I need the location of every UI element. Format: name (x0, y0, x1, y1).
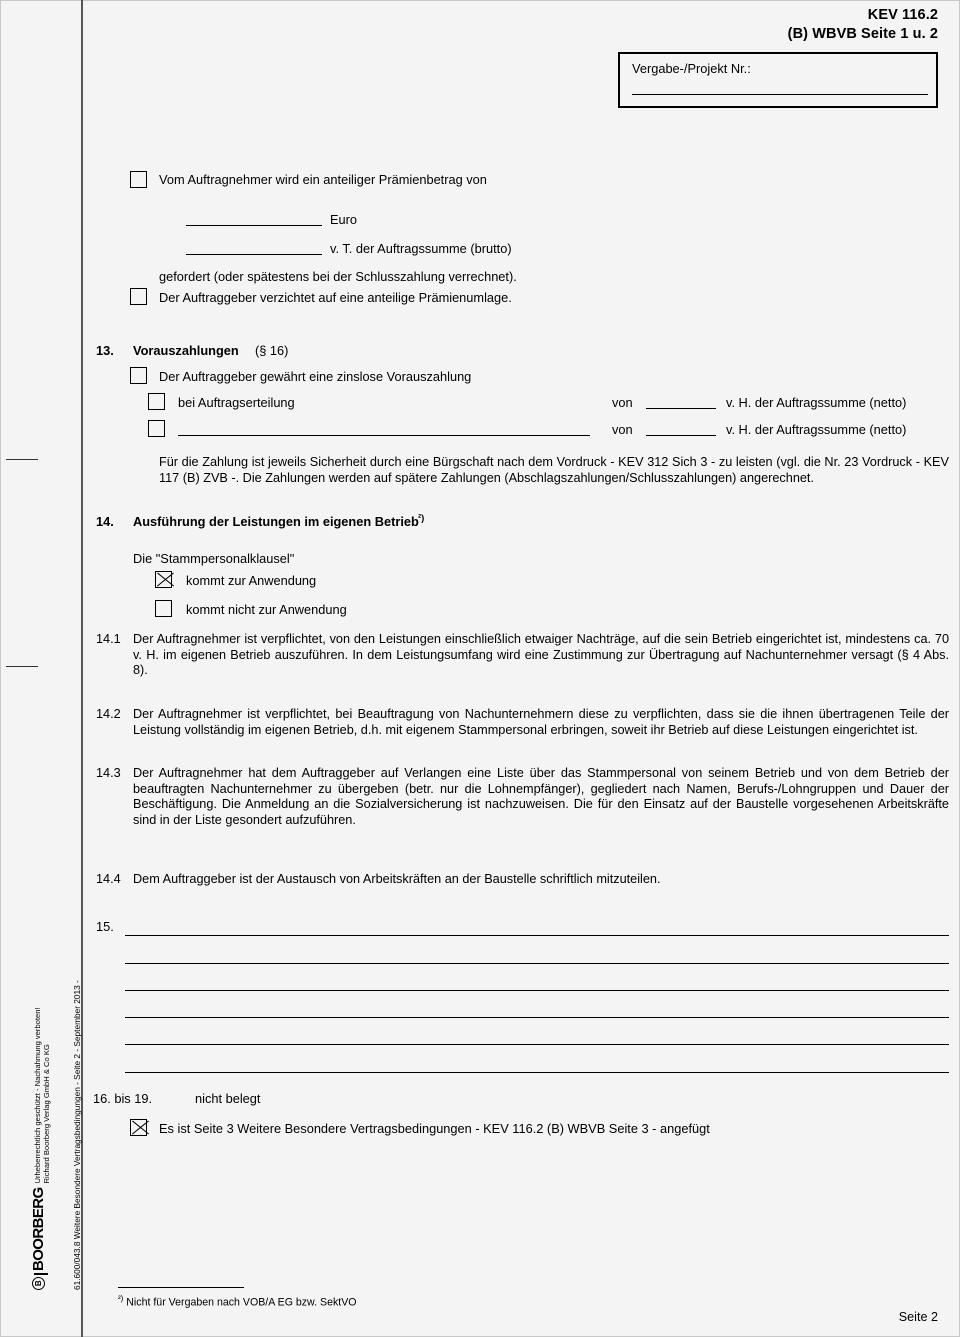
on-award-percent-input-line[interactable] (646, 408, 716, 409)
section-15-number: 15. (96, 919, 114, 934)
boorberg-copyright-lines (34, 1007, 51, 1183)
page-number: Seite 2 (898, 1310, 938, 1324)
on-award-label: bei Auftragserteilung (178, 395, 295, 410)
paragraph-number-14-2: 14.2 (96, 707, 121, 721)
footnote-separator-rule (118, 1287, 244, 1288)
section-13-number: 13. (96, 343, 114, 358)
section-13-title: Vorauszahlungen (133, 343, 239, 358)
section-15-blank-line-4[interactable] (125, 1017, 949, 1018)
on-award-von-label: von (612, 395, 633, 410)
paragraph-number-14-4: 14.4 (96, 872, 121, 886)
premium-waiver-label: Der Auftraggeber verzichtet auf eine anteilige Prämienumlage. (159, 290, 512, 305)
section-14-title-footnote-marker: ²) (418, 513, 425, 524)
page-3-attached-label: Es ist Seite 3 Weitere Besondere Vertragsbedingungen - KEV 116.2 (B) WBVB Seite 3 - angefügt (159, 1121, 710, 1136)
footnote-text: Nicht für Vergaben nach VOB/A EG bzw. SektVO (126, 1296, 357, 1309)
section-14-number: 14. (96, 514, 114, 529)
boorberg-seal-icon: B (32, 1277, 45, 1290)
checkbox-premium-waiver[interactable] (130, 288, 147, 305)
checkbox-other-milestone[interactable] (148, 420, 165, 437)
other-milestone-suffix-label: v. H. der Auftragssumme (netto) (726, 422, 907, 437)
document-code-line2: (B) WBVB Seite 1 u. 2 (787, 26, 938, 42)
checkbox-clause-applies[interactable] (155, 571, 172, 588)
document-code-line1: KEV 116.2 (867, 7, 938, 23)
boorberg-logo-icon (30, 1187, 47, 1290)
checkbox-page-3-attached[interactable] (130, 1119, 147, 1136)
section-16-19-status-label: nicht belegt (195, 1091, 261, 1106)
checkbox-advance-payment[interactable] (130, 367, 147, 384)
section-15-blank-line-6[interactable] (125, 1072, 949, 1073)
clause-not-applies-label: kommt nicht zur Anwendung (186, 602, 347, 617)
section-16-19-range-label: 16. bis 19. (93, 1091, 153, 1106)
euro-amount-input-line[interactable] (186, 225, 322, 226)
stammpersonal-clause-intro: Die "Stammpersonalklausel" (133, 551, 295, 566)
paragraph-text-14-2: Der Auftragnehmer ist verpflichtet, bei Beauftragung von Nachunternehmern diese zu verpflichten, dass sie die ihnen übertragenen Teile der Leistung vollständig im eigenen Betrieb, d.h. mit eigenem Stammpersonal erbringen, soweit ihr Betrieb auf diese Leistungen eingerichtet ist. (133, 707, 949, 737)
section-15-blank-line-1[interactable] (125, 935, 949, 936)
publisher-sidebar (0, 0, 81, 1337)
premium-amount-label: Vom Auftragnehmer wird ein anteiliger Prämienbetrag von (159, 172, 487, 187)
boorberg-wordmark: BOORBERG (30, 1187, 47, 1271)
section-13-body-text: Für die Zahlung ist jeweils Sicherheit durch eine Bürgschaft nach dem Vordruck - KEV 312 Sich 3 - zu leisten (vgl. die Nr. 23 Vordruck - KEV 117 (B) ZVB -. Die Zahlungen werden auf spätere Zahlungen (Abschlagszahlungen/Schlusszahlungen) angerechnet. (159, 455, 949, 485)
checkbox-clause-not-applies[interactable] (155, 600, 172, 617)
checkbox-premium-amount[interactable] (130, 171, 147, 188)
clause-applies-label: kommt zur Anwendung (186, 573, 317, 588)
other-milestone-von-label: von (612, 422, 633, 437)
paragraph-text-14-1: Der Auftragnehmer ist verpflichtet, von den Leistungen einschließlich etwaiger Nachträge, auf die sein Betrieb eingerichtet ist, mindestens ca. 70 v. H. im eigenen Betrieb auszuführen. In dem Leistungsumfang wird eine Zustimmung zur Übertragung auf Nachunternehmer versagt (§ 4 Abs. 8). (133, 632, 949, 678)
copyright-line-2: Richard Boorberg Verlag GmbH & Co KG (41, 1044, 51, 1184)
percent-suffix-label: v. T. der Auftragssumme (brutto) (330, 241, 512, 256)
footnote (118, 1294, 357, 1309)
footnote-marker: ²) (118, 1294, 124, 1303)
checkbox-on-award[interactable] (148, 393, 165, 410)
percent-amount-input-line[interactable] (186, 254, 322, 255)
other-milestone-input-line[interactable] (178, 435, 590, 436)
section-15-blank-line-3[interactable] (125, 990, 949, 991)
copyright-line-1: Urheberrechtlich geschützt - Nachahmung verboten! (33, 1007, 42, 1184)
paragraph-text-14-3: Der Auftragnehmer hat dem Auftraggeber auf Verlangen eine Liste über das Stammpersonal von seinem Betrieb und von dem Betrieb der beauftragten Nachunternehmer zu übergeben (betr. nur die Lohnempfänger), gegliedert nach Namen, Berufs-/Lohngruppen und Dauer der Beschäftigung. Die Anmeldung an die Sozialversicherung ist nachzuweisen. Die für den Einsatz auf der Baustelle vorgesehenen Arbeitskräfte sind in der Liste gesondert aufzuführen. (133, 766, 949, 827)
sidebar-document-reference: 61.600/043.8 Weitere Besondere Vertragsbedingungen - Seite 2 - September 2013 - (72, 980, 82, 1290)
other-milestone-percent-input-line[interactable] (646, 435, 716, 436)
section-13-paragraph-ref: (§ 16) (255, 343, 289, 358)
section-14-title: Ausführung der Leistungen im eigenen Betrieb (133, 514, 419, 529)
advance-payment-label: Der Auftraggeber gewährt eine zinslose Vorauszahlung (159, 369, 472, 384)
premium-demand-label: gefordert (oder spätestens bei der Schlusszahlung verrechnet). (159, 269, 517, 284)
paragraph-text-14-4: Dem Auftraggeber ist der Austausch von Arbeitskräften an der Baustelle schriftlich mitzuteilen. (133, 872, 661, 886)
boorberg-bar-icon (34, 1273, 48, 1275)
paragraph-number-14-3: 14.3 (96, 766, 121, 780)
vergabe-projekt-label: Vergabe-/Projekt Nr.: (632, 61, 751, 76)
paragraph-number-14-1: 14.1 (96, 632, 121, 646)
on-award-suffix-label: v. H. der Auftragssumme (netto) (726, 395, 907, 410)
boorberg-brand (30, 1007, 52, 1290)
section-15-blank-line-2[interactable] (125, 963, 949, 964)
section-15-blank-line-5[interactable] (125, 1044, 949, 1045)
euro-label: Euro (330, 212, 358, 227)
